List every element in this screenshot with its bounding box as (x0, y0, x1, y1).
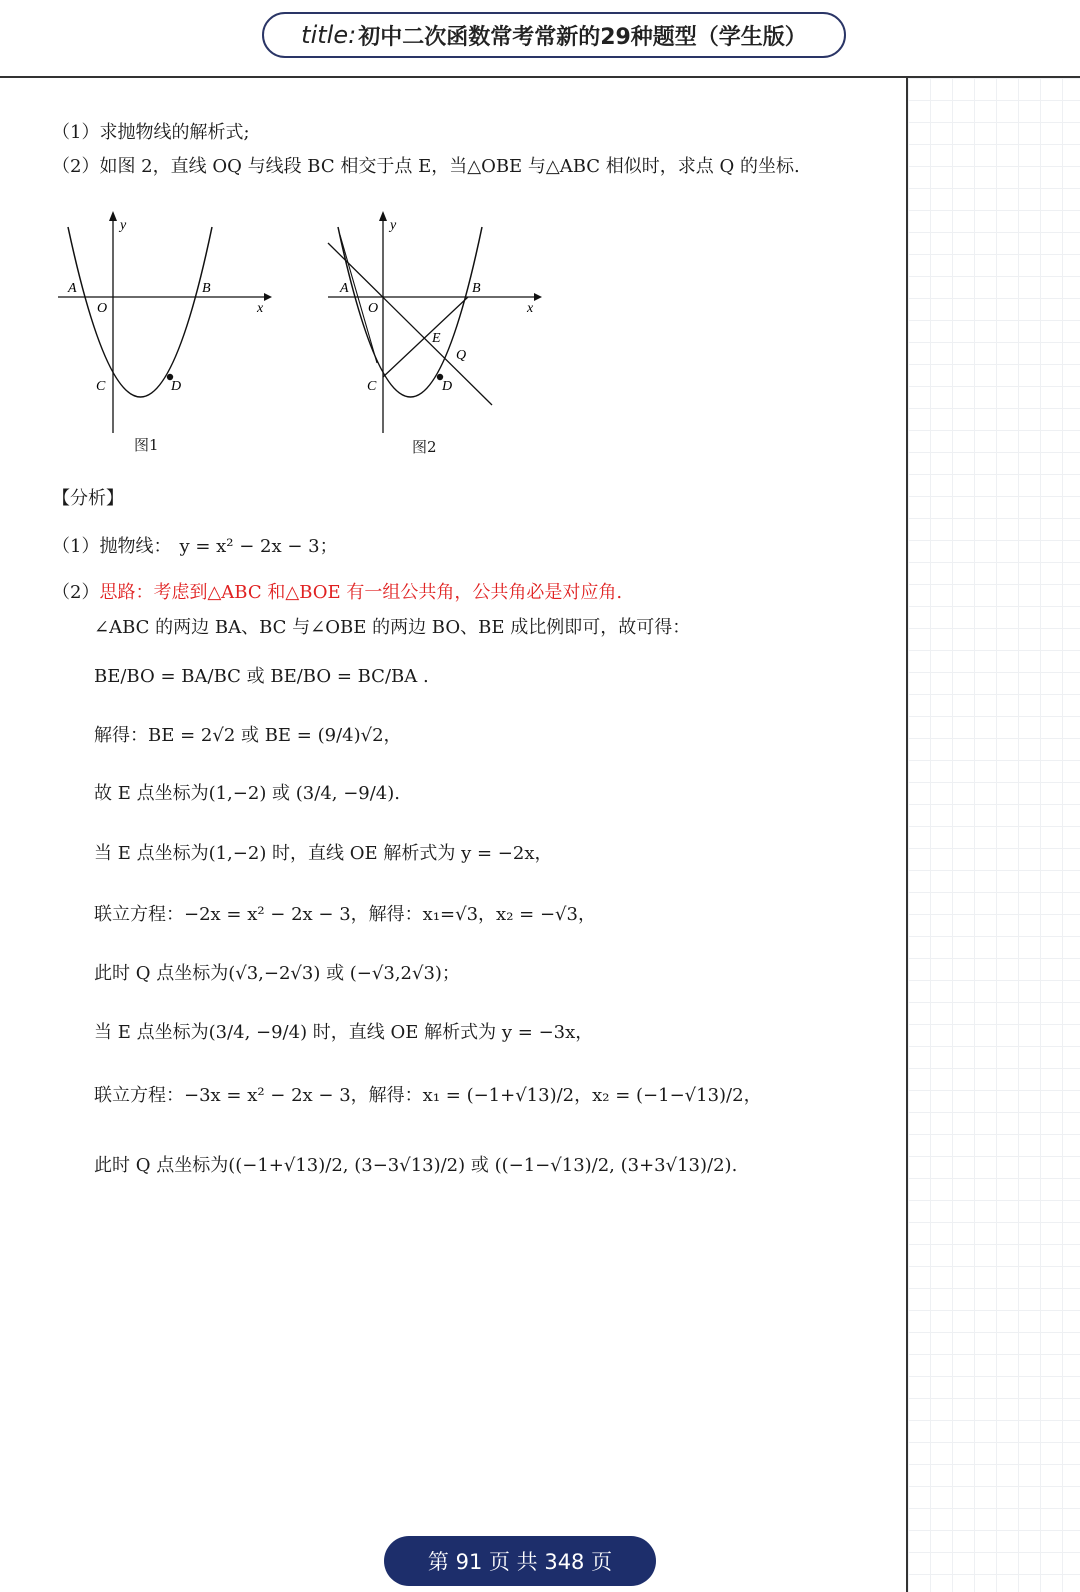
label-a: A (340, 281, 349, 296)
label-y: y (390, 218, 397, 233)
title-prefix: title: (301, 21, 357, 49)
notes-grid-panel (906, 78, 1080, 1592)
parabola-equation: y = x² − 2x − 3； (179, 536, 338, 557)
label-x: x (257, 301, 264, 316)
label-b: B (202, 281, 211, 296)
label-c: C (96, 379, 106, 394)
y-axis-arrow (379, 211, 387, 221)
label-d: D (442, 379, 453, 394)
label-x: x (527, 301, 534, 316)
e-coordinates: 故 E 点坐标为(1,−2) 或 (3/4, −9/4). (94, 783, 401, 804)
analysis-heading: 【分析】 (52, 488, 124, 509)
case-1-q-coordinates: 此时 Q 点坐标为(√3,−2√3) 或 (−√3,2√3)； (94, 963, 460, 984)
solution-idea: 思路：考虑到△ABC 和△BOE 有一组公共角，公共角必是对应角. (99, 582, 623, 603)
label-o: O (97, 301, 108, 316)
question-part1: （1）求抛物线的解析式; (52, 122, 250, 143)
analysis-line-1 (52, 538, 338, 556)
analysis-line-2-prefix: （2） (52, 582, 100, 603)
line-oq (328, 243, 492, 405)
line-oq-upper (340, 235, 377, 363)
page-indicator: 第 91 页 共 348 页 (384, 1536, 656, 1586)
figure-1-caption: 图1 (134, 436, 159, 454)
label-d: D (171, 379, 182, 394)
x-axis-arrow (534, 293, 542, 301)
case-2-line: 当 E 点坐标为(3/4, −9/4) 时，直线 OE 解析式为 y = −3x， (94, 1022, 594, 1043)
figure-1-graph (52, 205, 272, 435)
case-1-line: 当 E 点坐标为(1,−2) 时，直线 OE 解析式为 y = −2x， (94, 843, 553, 864)
figure-2-graph (322, 205, 552, 435)
analysis-line-1-prefix: （1）抛物线： (52, 536, 172, 557)
label-e: E (432, 331, 441, 346)
be-solution: 解得：BE = 2√2 或 BE = (9/4)√2， (94, 725, 402, 746)
segment-bc (383, 297, 468, 377)
analysis-line-2 (52, 584, 622, 602)
figure-2-caption: 图2 (412, 438, 437, 456)
label-c: C (367, 379, 377, 394)
y-axis-arrow (109, 211, 117, 221)
label-q: Q (456, 348, 467, 363)
figure-2 (322, 205, 552, 460)
question-part2: （2）如图 2，直线 OQ 与线段 BC 相交于点 E，当△OBE 与△ABC 相似时，求点 Q 的坐标. (52, 156, 800, 177)
label-o: O (368, 301, 379, 316)
case-2-q-coordinates: 此时 Q 点坐标为((−1+√13)/2, (3−3√13)/2) 或 ((−1−√13)/2, (3+3√13)/2). (94, 1155, 738, 1176)
case-1-equation: 联立方程：−2x = x² − 2x − 3，解得：x₁=√3，x₂ = −√3， (94, 904, 596, 925)
label-b: B (472, 281, 481, 296)
analysis-line-3: ∠ABC 的两边 BA、BC 与∠OBE 的两边 BO、BE 成比例即可，故可得： (94, 617, 691, 638)
ratio-equation: BE/BO = BA/BC 或 BE/BO = BC/BA . (94, 666, 429, 687)
title-text: 初中二次函数常考常新的29种题型（学生版） (358, 24, 807, 50)
label-y: y (120, 218, 127, 233)
parabola (68, 227, 212, 397)
x-axis-arrow (264, 293, 272, 301)
case-2-equation: 联立方程：−3x = x² − 2x − 3，解得：x₁ = (−1+√13)/2，x₂ = (−1−√13)/2， (94, 1085, 762, 1106)
parabola (338, 227, 482, 397)
label-a: A (68, 281, 77, 296)
figure-1 (52, 205, 272, 460)
